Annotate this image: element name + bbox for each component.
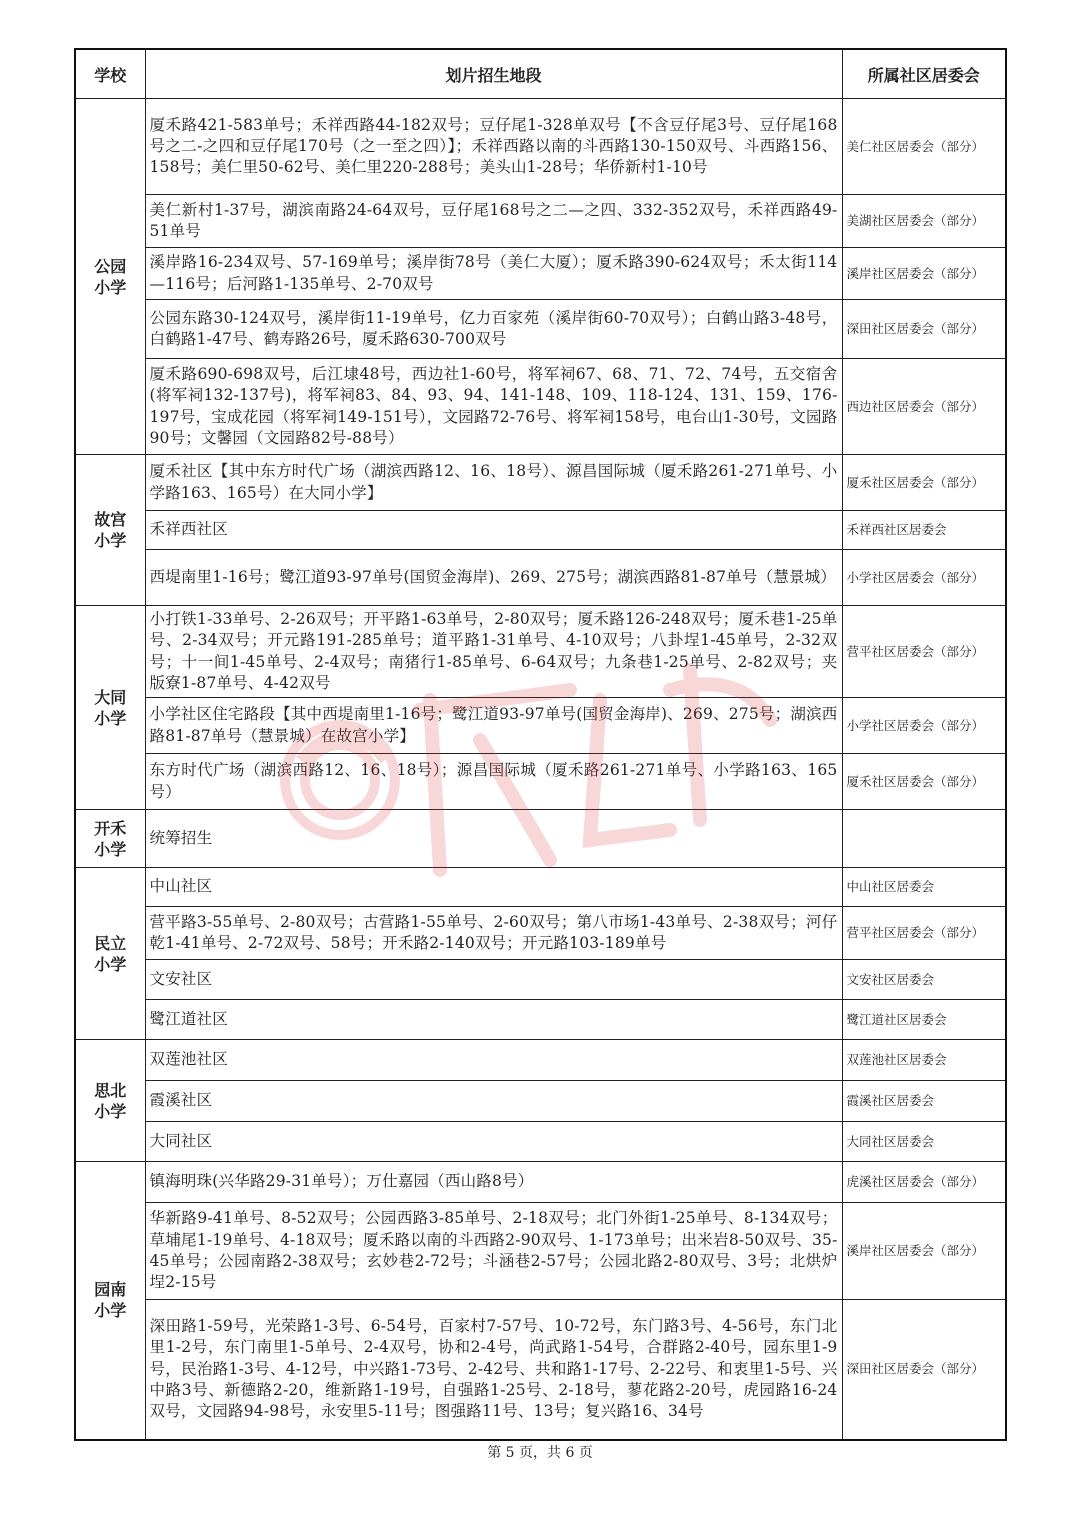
table-row [75,511,1006,550]
table-row [75,195,1006,248]
zone-range-cell: 鹭江道社区 [145,1000,842,1040]
community-cell: 溪岸社区居委会（部分） [842,248,1006,300]
zone-range-cell: 厦禾路690-698双号，后江埭48号，西边社1-60号，将军祠67、68、71、72、74号，五交宿舍(将军祠132-137号)，将军祠83、84、93、94、141-148、109、118-124、131、159、176-197号，宝成花园（将军祠149-151号），文园路72-76号、将军祠158号，电台山1-30号，文园路90号；文馨园（文园路82号-88号） [145,359,842,455]
zone-range-cell: 溪岸路16-234双号、57-169单号；溪岸街78号（美仁大厦）；厦禾路390-624双号；禾太街114—116号；后河路1-135单号、2-70双号 [145,248,842,300]
zone-range-cell: 公园东路30-124双号，溪岸街11-19单号，亿力百家苑（溪岸街60-70双号）；白鹤山路3-48号，白鹤路1-47号、鹤寿路26号，厦禾路630-700双号 [145,300,842,359]
zone-range-cell: 中山社区 [145,868,842,907]
zone-range-cell: 厦禾路421-583单号；禾祥西路44-182双号；豆仔尾1-328单双号【不含豆仔尾3号、豆仔尾168号之二-之四和豆仔尾170号（之一至之四）】；禾祥西路以南的斗西路130-150双号、斗西路156、158号；美仁里50-62号、美仁里220-288号；美头山1-28号；华侨新村1-10号 [145,99,842,195]
zone-range-cell: 文安社区 [145,960,842,1000]
zone-range-cell: 西堤南里1-16号；鹭江道93-97单号(国贸金海岸)、269、275号；湖滨西路81-87单号（慧景城） [145,550,842,606]
school-name: 思北小学 [94,1080,127,1121]
zone-range-cell: 东方时代广场（湖滨西路12、16、18号）；源昌国际城（厦禾路261-271单号、小学路163、165号） [145,754,842,810]
header-range: 划片招生地段 [145,49,842,99]
school-name-cell [75,810,145,868]
zone-range-cell: 禾祥西社区 [145,511,842,550]
community-cell: 文安社区居委会 [842,960,1006,1000]
zone-range-cell: 镇海明珠(兴华路29-31单号）；万仕嘉园（西山路8号） [145,1162,842,1203]
table-row [75,550,1006,606]
community-cell: 鹭江道社区居委会 [842,1000,1006,1040]
community-cell: 美湖社区居委会（部分） [842,195,1006,248]
table-row [75,868,1006,907]
community-cell: 深田社区居委会（部分） [842,300,1006,359]
table-row [75,300,1006,359]
table-body [75,99,1006,1440]
school-name-cell [75,1040,145,1162]
table-row [75,1040,1006,1081]
zoning-table [74,48,1007,1441]
zone-range-cell: 厦禾社区【其中东方时代广场（湖滨西路12、16、18号）、源昌国际城（厦禾路261-271单号、小学路163、165号）在大同小学】 [145,455,842,511]
community-cell: 小学社区居委会（部分） [842,698,1006,754]
school-name-cell [75,99,145,455]
community-cell: 霞溪社区居委会 [842,1081,1006,1122]
table-row [75,1203,1006,1300]
zone-range-cell: 华新路9-41单号、8-52双号；公园西路3-85单号、2-18双号；北门外街1-25单号、8-134双号；草埔尾1-19单号、4-18双号；厦禾路以南的斗西路2-90双号、1-173单号；出米岩8-50双号、35-45单号；公园南路2-38双号；玄妙巷2-72号；斗涵巷2-57号；公园北路2-80双号、3号；北烘炉埕2-15号 [145,1203,842,1300]
school-name: 故宫小学 [94,510,127,550]
table-row [75,1122,1006,1162]
school-name: 开禾小学 [94,818,127,859]
school-name-cell [75,868,145,1040]
community-cell: 溪岸社区居委会（部分） [842,1203,1006,1300]
community-cell: 营平社区居委会（部分） [842,606,1006,698]
header-row [75,49,1006,99]
community-cell: 中山社区居委会 [842,868,1006,907]
table-row [75,1081,1006,1122]
school-name-cell [75,1162,145,1440]
table-row [75,1300,1006,1440]
community-cell: 厦禾社区居委会（部分） [842,754,1006,810]
zone-range-cell: 深田路1-59号，光荣路1-3号、6-54号，百家村7-57号、10-72号，东门路3号、4-56号，东门北里1-2号，东门南里1-5单号、2-4双号，协和2-4号，尚武路1-54号，合群路2-40号，园东里1-9号，民治路1-3号、4-12号，中兴路1-73号、2-42号、共和路1-17号、2-22号、和衷里1-5号、兴中路3号、新德路2-20，维新路1-19号，自强路1-25号、2-18号，蓼花路2-20号，虎园路16-24双号，文园路94-98号，永安里5-11号；图强路11号、13号；复兴路16、34号 [145,1300,842,1440]
header-community: 所属社区居委会 [842,49,1006,99]
community-cell [842,810,1006,868]
community-cell: 禾祥西社区居委会 [842,511,1006,550]
community-cell: 营平社区居委会（部分） [842,907,1006,960]
zone-range-cell: 营平路3-55单号、2-80双号；古营路1-55单号、2-60双号；第八市场1-43单号、2-38双号；河仔乾1-41单号、2-72双号、58号；开禾路2-140双号；开元路103-189单号 [145,907,842,960]
table-row [75,455,1006,511]
school-name: 大同小学 [94,687,127,728]
table-row [75,698,1006,754]
community-cell: 双莲池社区居委会 [842,1040,1006,1081]
school-name: 公园小学 [94,256,127,297]
zone-range-cell: 小学社区住宅路段【其中西堤南里1-16号；鹭江道93-97单号(国贸金海岸)、269、275号；湖滨西路81-87单号（慧景城）在故宫小学】 [145,698,842,754]
community-cell: 西边社区居委会（部分） [842,359,1006,455]
school-name-cell [75,606,145,810]
table-row [75,907,1006,960]
table-row [75,1162,1006,1203]
community-cell: 小学社区居委会（部分） [842,550,1006,606]
community-cell: 美仁社区居委会（部分） [842,99,1006,195]
zone-range-cell: 双莲池社区 [145,1040,842,1081]
zone-range-cell: 小打铁1-33单号、2-26双号；开平路1-63单号，2-80双号；厦禾路126-248双号；厦禾巷1-25单号、2-34双号；开元路191-285单号；道平路1-31单号、4-10双号；八卦埕1-45单号，2-32双号；十一间1-45单号、2-4双号；南猪行1-85单号、6-64双号；九条巷1-25单号、2-82双号；夹版寮1-87单号、4-42双号 [145,606,842,698]
table-row [75,99,1006,195]
community-cell: 深田社区居委会（部分） [842,1300,1006,1440]
zone-range-cell: 统筹招生 [145,810,842,868]
zone-range-cell: 美仁新村1-37号，湖滨南路24-64双号，豆仔尾168号之二—之四、332-352双号，禾祥西路49-51单号 [145,195,842,248]
community-cell: 厦禾社区居委会（部分） [842,455,1006,511]
zone-range-cell: 大同社区 [145,1122,842,1162]
community-cell: 大同社区居委会 [842,1122,1006,1162]
table-row [75,359,1006,455]
header-school: 学校 [75,49,145,99]
school-name: 民立小学 [94,933,127,974]
zone-range-cell: 霞溪社区 [145,1081,842,1122]
table-row [75,248,1006,300]
table-row [75,1000,1006,1040]
table-row [75,754,1006,810]
table-row [75,960,1006,1000]
table-row [75,606,1006,698]
community-cell: 虎溪社区居委会（部分） [842,1162,1006,1203]
page-footer: 第 5 页，共 6 页 [487,1445,593,1461]
table-row [75,810,1006,868]
school-name-cell [75,455,145,606]
school-name: 园南小学 [94,1280,127,1321]
